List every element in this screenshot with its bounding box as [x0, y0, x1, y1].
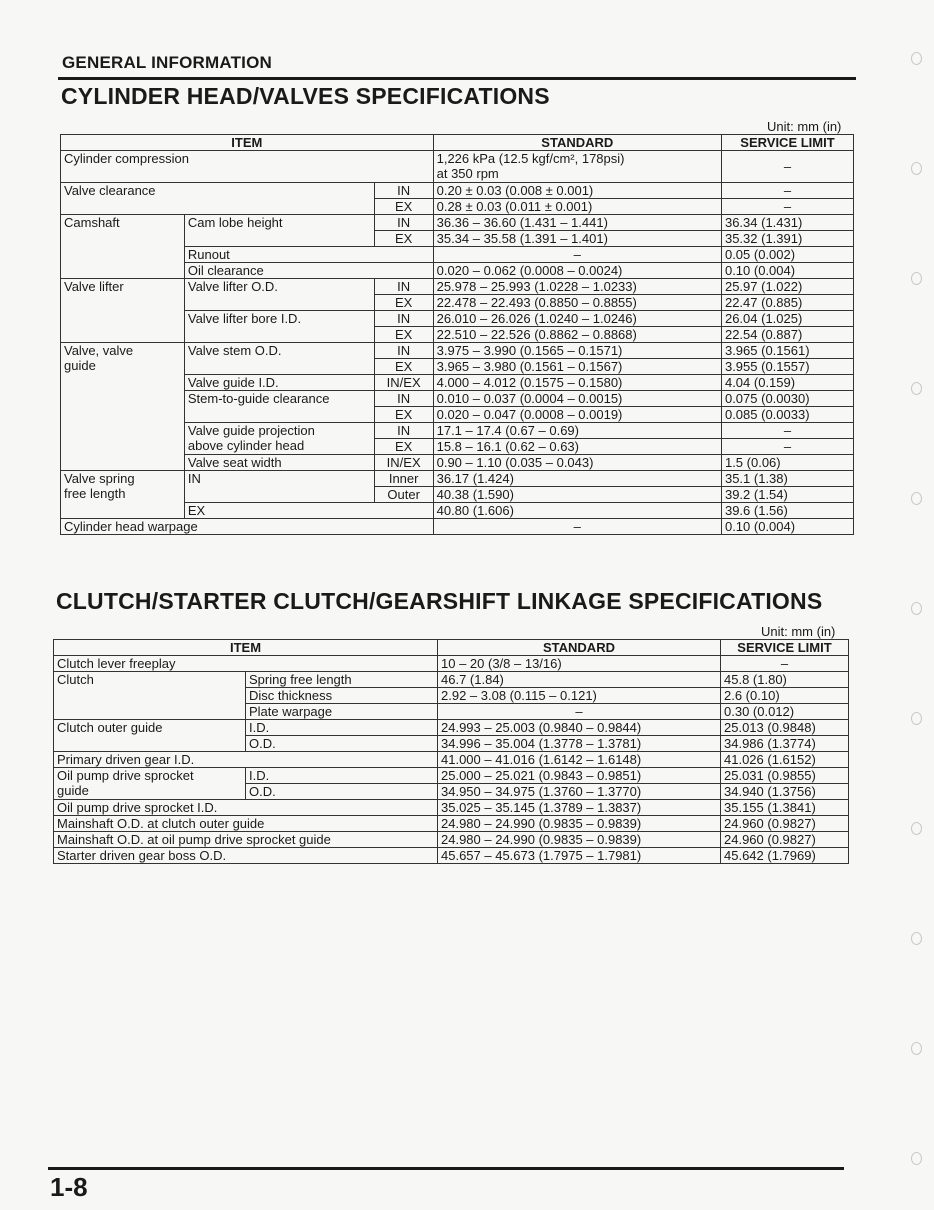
- limit-cell: 4.04 (0.159): [721, 375, 853, 391]
- limit-cell: 35.155 (1.3841): [721, 800, 849, 816]
- item-cell: Clutch outer guide: [54, 720, 246, 752]
- standard-cell: 0.28 ± 0.03 (0.011 ± 0.001): [433, 199, 721, 215]
- header-service-limit: SERVICE LIMIT: [721, 640, 849, 656]
- binder-hole-icon: [911, 272, 922, 285]
- table-row: [54, 832, 849, 848]
- item-line: Valve, valve: [64, 343, 134, 358]
- sub-cell: IN: [374, 343, 433, 359]
- subitem-cell: Valve guide I.D.: [184, 375, 374, 391]
- standard-cell: 34.950 – 34.975 (1.3760 – 1.3770): [438, 784, 721, 800]
- standard-line: 1,226 kPa (12.5 kgf/cm², 178psi): [436, 151, 625, 166]
- bottom-rule: [48, 1167, 844, 1170]
- limit-cell: –: [721, 151, 853, 183]
- standard-cell: 41.000 – 41.016 (1.6142 – 1.6148): [438, 752, 721, 768]
- subitem-cell: O.D.: [246, 736, 438, 752]
- subitem-cell: Stem-to-guide clearance: [184, 391, 374, 423]
- top-rule: [58, 77, 856, 80]
- header-item: ITEM: [61, 135, 434, 151]
- sub-cell: EX: [374, 359, 433, 375]
- standard-cell: 36.36 – 36.60 (1.431 – 1.441): [433, 215, 721, 231]
- limit-cell: 1.5 (0.06): [721, 455, 853, 471]
- limit-cell: 25.031 (0.9855): [721, 768, 849, 784]
- standard-cell: 0.90 – 1.10 (0.035 – 0.043): [433, 455, 721, 471]
- standard-cell: 4.000 – 4.012 (0.1575 – 0.1580): [433, 375, 721, 391]
- standard-cell: –: [433, 247, 721, 263]
- table-row: [54, 720, 849, 736]
- header-standard: STANDARD: [433, 135, 721, 151]
- sub-cell: EX: [374, 327, 433, 343]
- sub-cell: IN: [374, 311, 433, 327]
- standard-cell: 2.92 – 3.08 (0.115 – 0.121): [438, 688, 721, 704]
- binder-hole-icon: [911, 162, 922, 175]
- standard-cell: 3.975 – 3.990 (0.1565 – 0.1571): [433, 343, 721, 359]
- cylinder-head-title: CYLINDER HEAD/VALVES SPECIFICATIONS: [61, 83, 550, 109]
- subitem-cell: Valve lifter O.D.: [184, 279, 374, 311]
- limit-cell: –: [721, 423, 853, 439]
- standard-cell: 24.980 – 24.990 (0.9835 – 0.9839): [438, 816, 721, 832]
- limit-cell: 22.47 (0.885): [721, 295, 853, 311]
- limit-cell: 0.10 (0.004): [721, 519, 853, 535]
- limit-cell: 39.2 (1.54): [721, 487, 853, 503]
- standard-cell: 25.978 – 25.993 (1.0228 – 1.0233): [433, 279, 721, 295]
- table-row: [54, 752, 849, 768]
- item-line: guide: [57, 783, 89, 798]
- item-cell: Valve lifter: [61, 279, 185, 343]
- table-row: [61, 519, 854, 535]
- standard-line: at 350 rpm: [436, 166, 499, 181]
- limit-cell: –: [721, 656, 849, 672]
- binder-hole-icon: [911, 932, 922, 945]
- limit-cell: 35.32 (1.391): [721, 231, 853, 247]
- limit-cell: 24.960 (0.9827): [721, 832, 849, 848]
- subitem-cell: Valve seat width: [184, 455, 374, 471]
- limit-cell: –: [721, 439, 853, 455]
- table-row: [61, 215, 854, 231]
- item-cell: Starter driven gear boss O.D.: [54, 848, 438, 864]
- standard-cell: 15.8 – 16.1 (0.62 – 0.63): [433, 439, 721, 455]
- standard-cell: 22.478 – 22.493 (0.8850 – 0.8855): [433, 295, 721, 311]
- binder-hole-icon: [911, 52, 922, 65]
- limit-cell: 0.075 (0.0030): [721, 391, 853, 407]
- standard-cell: 0.010 – 0.037 (0.0004 – 0.0015): [433, 391, 721, 407]
- item-cell: Primary driven gear I.D.: [54, 752, 438, 768]
- standard-cell: 24.993 – 25.003 (0.9840 – 0.9844): [438, 720, 721, 736]
- subitem-cell: Disc thickness: [246, 688, 438, 704]
- subitem-line: above cylinder head: [187, 438, 305, 453]
- limit-cell: 34.940 (1.3756): [721, 784, 849, 800]
- subitem-cell: Runout: [184, 247, 433, 263]
- item-cell: Camshaft: [61, 215, 185, 279]
- limit-cell: 35.1 (1.38): [721, 471, 853, 487]
- subitem-cell: Oil clearance: [184, 263, 433, 279]
- standard-cell: 40.38 (1.590): [433, 487, 721, 503]
- standard-cell: 35.025 – 35.145 (1.3789 – 1.3837): [438, 800, 721, 816]
- section-label: GENERAL INFORMATION: [62, 53, 272, 72]
- subitem-cell: EX: [184, 503, 433, 519]
- standard-cell: 46.7 (1.84): [438, 672, 721, 688]
- standard-cell: 26.010 – 26.026 (1.0240 – 1.0246): [433, 311, 721, 327]
- standard-cell: 0.020 – 0.062 (0.0008 – 0.0024): [433, 263, 721, 279]
- table-row: [61, 343, 854, 359]
- subitem-cell: I.D.: [246, 768, 438, 784]
- standard-cell: 0.20 ± 0.03 (0.008 ± 0.001): [433, 183, 721, 199]
- table-row: [54, 768, 849, 784]
- item-cell: Cylinder compression: [61, 151, 434, 183]
- item-cell: [54, 768, 246, 800]
- limit-cell: 24.960 (0.9827): [721, 816, 849, 832]
- limit-cell: 45.8 (1.80): [721, 672, 849, 688]
- limit-cell: –: [721, 199, 853, 215]
- item-line: Valve spring: [64, 471, 135, 486]
- item-cell: Oil pump drive sprocket I.D.: [54, 800, 438, 816]
- standard-cell: 22.510 – 22.526 (0.8862 – 0.8868): [433, 327, 721, 343]
- sub-cell: IN: [374, 279, 433, 295]
- table-row: [61, 471, 854, 487]
- standard-cell: 36.17 (1.424): [433, 471, 721, 487]
- header-service-limit: SERVICE LIMIT: [721, 135, 853, 151]
- item-cell: Cylinder head warpage: [61, 519, 434, 535]
- item-cell: [61, 343, 185, 471]
- sub-cell: IN: [374, 183, 433, 199]
- standard-cell: 24.980 – 24.990 (0.9835 – 0.9839): [438, 832, 721, 848]
- binder-hole-icon: [911, 822, 922, 835]
- cylinder-head-spec-table: [60, 134, 854, 535]
- limit-cell: 39.6 (1.56): [721, 503, 853, 519]
- item-line: guide: [64, 358, 96, 373]
- standard-cell: 0.020 – 0.047 (0.0008 – 0.0019): [433, 407, 721, 423]
- limit-cell: 41.026 (1.6152): [721, 752, 849, 768]
- sub-cell: EX: [374, 199, 433, 215]
- standard-cell: [433, 151, 721, 183]
- table-row: [54, 816, 849, 832]
- standard-cell: 25.000 – 25.021 (0.9843 – 0.9851): [438, 768, 721, 784]
- binder-hole-icon: [911, 602, 922, 615]
- standard-cell: –: [438, 704, 721, 720]
- subitem-cell: [184, 423, 374, 455]
- subitem-cell: Valve stem O.D.: [184, 343, 374, 375]
- item-cell: Clutch: [54, 672, 246, 720]
- table-header-row: [54, 640, 849, 656]
- limit-cell: 0.05 (0.002): [721, 247, 853, 263]
- table-row: [61, 279, 854, 295]
- item-line: Oil pump drive sprocket: [57, 768, 194, 783]
- sub-cell: IN: [374, 215, 433, 231]
- standard-cell: 17.1 – 17.4 (0.67 – 0.69): [433, 423, 721, 439]
- sub-cell: IN/EX: [374, 455, 433, 471]
- sub-cell: EX: [374, 407, 433, 423]
- standard-cell: 10 – 20 (3/8 – 13/16): [438, 656, 721, 672]
- limit-cell: 0.30 (0.012): [721, 704, 849, 720]
- limit-cell: 25.97 (1.022): [721, 279, 853, 295]
- table-row: [54, 672, 849, 688]
- sub-cell: EX: [374, 439, 433, 455]
- table-row: [54, 848, 849, 864]
- page-number: 1-8: [50, 1172, 88, 1202]
- limit-cell: –: [721, 183, 853, 199]
- subitem-cell: IN: [184, 471, 374, 503]
- limit-cell: 3.965 (0.1561): [721, 343, 853, 359]
- binder-hole-icon: [911, 712, 922, 725]
- limit-cell: 26.04 (1.025): [721, 311, 853, 327]
- item-line: free length: [64, 486, 126, 501]
- item-cell: Clutch lever freeplay: [54, 656, 438, 672]
- standard-cell: 45.657 – 45.673 (1.7975 – 1.7981): [438, 848, 721, 864]
- clutch-spec-table: [53, 639, 849, 864]
- table-row: [61, 183, 854, 199]
- sub-cell: IN: [374, 423, 433, 439]
- subitem-cell: Valve lifter bore I.D.: [184, 311, 374, 343]
- sub-cell: EX: [374, 295, 433, 311]
- limit-cell: 3.955 (0.1557): [721, 359, 853, 375]
- table-row: [54, 656, 849, 672]
- binder-hole-icon: [911, 492, 922, 505]
- standard-cell: 35.34 – 35.58 (1.391 – 1.401): [433, 231, 721, 247]
- sub-cell: IN/EX: [374, 375, 433, 391]
- binder-hole-icon: [911, 1042, 922, 1055]
- limit-cell: 34.986 (1.3774): [721, 736, 849, 752]
- subitem-cell: O.D.: [246, 784, 438, 800]
- subitem-cell: I.D.: [246, 720, 438, 736]
- subitem-cell: Spring free length: [246, 672, 438, 688]
- sub-cell: IN: [374, 391, 433, 407]
- subitem-cell: Cam lobe height: [184, 215, 374, 247]
- unit-label: Unit: mm (in): [767, 119, 842, 134]
- header-item: ITEM: [54, 640, 438, 656]
- standard-cell: –: [433, 519, 721, 535]
- clutch-title: CLUTCH/STARTER CLUTCH/GEARSHIFT LINKAGE SPECIFICATIONS: [56, 588, 823, 614]
- limit-cell: 0.10 (0.004): [721, 263, 853, 279]
- limit-cell: 36.34 (1.431): [721, 215, 853, 231]
- limit-cell: 22.54 (0.887): [721, 327, 853, 343]
- header-standard: STANDARD: [438, 640, 721, 656]
- item-cell: Mainshaft O.D. at oil pump drive sprocket guide: [54, 832, 438, 848]
- sub-cell: EX: [374, 231, 433, 247]
- standard-cell: 34.996 – 35.004 (1.3778 – 1.3781): [438, 736, 721, 752]
- item-cell: Mainshaft O.D. at clutch outer guide: [54, 816, 438, 832]
- subitem-cell: Plate warpage: [246, 704, 438, 720]
- item-cell: [61, 471, 185, 519]
- table-row: [54, 800, 849, 816]
- table-row: [61, 151, 854, 183]
- item-cell: Valve clearance: [61, 183, 375, 215]
- limit-cell: 25.013 (0.9848): [721, 720, 849, 736]
- unit-label: Unit: mm (in): [761, 624, 836, 639]
- standard-cell: 40.80 (1.606): [433, 503, 721, 519]
- limit-cell: 0.085 (0.0033): [721, 407, 853, 423]
- standard-cell: 3.965 – 3.980 (0.1561 – 0.1567): [433, 359, 721, 375]
- binder-hole-icon: [911, 1152, 922, 1165]
- sub-cell: Inner: [374, 471, 433, 487]
- binder-hole-icon: [911, 382, 922, 395]
- sub-cell: Outer: [374, 487, 433, 503]
- table-header-row: [61, 135, 854, 151]
- limit-cell: 45.642 (1.7969): [721, 848, 849, 864]
- limit-cell: 2.6 (0.10): [721, 688, 849, 704]
- subitem-line: Valve guide projection: [187, 423, 315, 438]
